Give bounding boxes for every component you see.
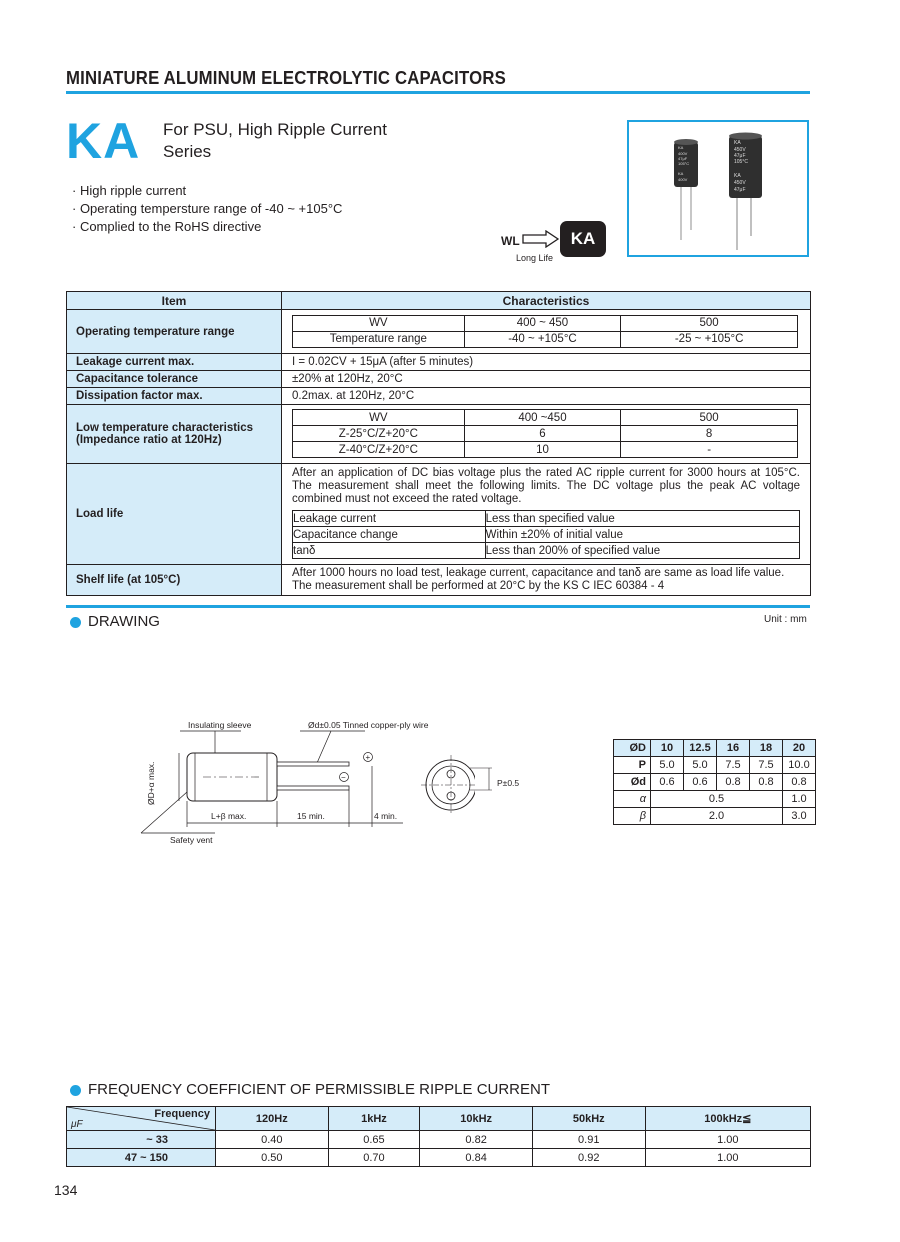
cell: 0.8 (750, 774, 783, 791)
cell: -25 ~ +105°C (621, 331, 798, 347)
cap-marking: 47μF (678, 156, 688, 161)
cell: - (621, 442, 798, 458)
cell: Capacitance change (293, 527, 486, 543)
section-rule (66, 605, 810, 608)
row-label: (Impedance ratio at 120Hz) (76, 434, 222, 446)
cell: 0.84 (420, 1149, 533, 1167)
cell: 1.0 (783, 791, 816, 808)
cell: Less than 200% of specified value (485, 543, 799, 559)
cell: 0.50 (216, 1149, 329, 1167)
safety-vent-label: Safety vent (170, 835, 213, 845)
frequency-title: FREQUENCY COEFFICIENT OF PERMISSIBLE RIPPLE CURRENT (88, 1081, 551, 1098)
cell: 12.5 (684, 740, 717, 757)
row-label: 47 ~ 150 (67, 1149, 216, 1167)
row-label: Dissipation factor max. (67, 388, 282, 405)
drawing-title: DRAWING (88, 613, 160, 630)
cap-marking: 450V (734, 147, 746, 153)
cell: Z-25°C/Z+20°C (293, 426, 465, 442)
product-photo (627, 120, 809, 257)
cell: α (614, 791, 651, 808)
shelf-life-text: The measurement shall be performed at 20°C by the KS C IEC 60384 - 4 (292, 580, 665, 592)
cell: 0.8 (717, 774, 750, 791)
cell: 400 ~450 (464, 410, 621, 426)
table-header: Item (67, 292, 282, 310)
row-label: Operating temperature range (67, 310, 282, 354)
pitch-dimension (470, 764, 530, 806)
shelf-life-text: After 1000 hours no load test, leakage current, capacitance and tanδ are same as load life value. (292, 567, 785, 579)
sleeve-label: Insulating sleeve (188, 720, 252, 730)
cell: 0.8 (783, 774, 816, 791)
cap-marking: 450V (734, 180, 746, 186)
cell: Ød (614, 774, 651, 791)
cap-marking: 47μF (734, 153, 746, 159)
title-rule (66, 91, 810, 94)
freq-header: 50kHz (532, 1107, 645, 1131)
cell: 7.5 (717, 757, 750, 774)
page-title: MINIATURE ALUMINUM ELECTROLYTIC CAPACITORS (66, 68, 506, 88)
feature-item: · Complied to the RoHS directive (72, 219, 262, 234)
row-label: Low temperature characteristics (76, 422, 254, 434)
series-desc-line1: For PSU, High Ripple Current (163, 120, 387, 139)
series-code: KA (66, 113, 141, 169)
frequency-table (66, 1106, 811, 1167)
freq-header: 10kHz (420, 1107, 533, 1131)
cell: 0.70 (328, 1149, 420, 1167)
row-label: ~ 33 (67, 1131, 216, 1149)
capacitor-photo (629, 122, 807, 255)
cell: 3.0 (783, 808, 816, 825)
bullet-icon (70, 1085, 81, 1096)
low-temp-subtable (292, 409, 798, 458)
freq-header: 120Hz (216, 1107, 329, 1131)
corner-frequency: Frequency (154, 1108, 210, 1120)
cap-marking: 105°C (678, 161, 690, 166)
cell: Less than specified value (485, 511, 799, 527)
cell: 5.0 (651, 757, 684, 774)
length-label: L+β max. (211, 811, 247, 821)
cell: 10.0 (783, 757, 816, 774)
row-label: Shelf life (at 105°C) (67, 565, 282, 596)
row-label: Leakage current max. (67, 354, 282, 371)
cell: 0.91 (532, 1131, 645, 1149)
cell: Leakage current (293, 511, 486, 527)
cell: -40 ~ +105°C (464, 331, 621, 347)
diameter-label: ØD+α max. (146, 761, 156, 805)
table-header: Characteristics (282, 292, 811, 310)
minus-sign: − (341, 773, 346, 782)
cell: Temperature range (293, 331, 465, 347)
feature-item: · Operating tempersture range of -40 ~ +105°C (72, 201, 343, 216)
wl-label: WL (501, 234, 520, 248)
freq-header: 100kHz≦ (645, 1107, 810, 1131)
load-life-subtable (292, 510, 800, 559)
characteristics-table (66, 291, 811, 596)
cell: β (614, 808, 651, 825)
cell: 0.6 (651, 774, 684, 791)
page-number: 134 (54, 1182, 78, 1198)
plus-sign: + (365, 753, 371, 762)
cell: 5.0 (684, 757, 717, 774)
cell: 0.65 (328, 1131, 420, 1149)
cell: 7.5 (750, 757, 783, 774)
operating-temp-subtable (292, 315, 798, 348)
cell: 8 (621, 426, 798, 442)
cell: 0.92 (532, 1149, 645, 1167)
dimension-drawing (135, 715, 475, 855)
cap-marking: 400V (678, 151, 688, 156)
cell: WV (293, 315, 465, 331)
corner-uf: μF (71, 1119, 83, 1130)
cap-marking: 400V (678, 177, 688, 182)
row-label: Load life (67, 464, 282, 565)
cell: 1.00 (645, 1131, 810, 1149)
cap-marking: 105°C (734, 159, 748, 165)
cell: 0.82 (420, 1131, 533, 1149)
cell: ØD (614, 740, 651, 757)
cell: 0.6 (684, 774, 717, 791)
wire-label: Ød±0.05 Tinned copper-ply wire (308, 720, 429, 730)
bullet-icon (70, 617, 81, 628)
leakage-value: I = 0.02CV + 15μA (after 5 minutes) (282, 354, 811, 371)
long-life-label: Long Life (516, 253, 554, 263)
arrow-right-icon (522, 230, 560, 248)
feature-item: · High ripple current (72, 183, 187, 198)
cell: 0.40 (216, 1131, 329, 1149)
cell: Z-40°C/Z+20°C (293, 442, 465, 458)
cell: 10 (464, 442, 621, 458)
lead-length-label: 15 min. (297, 811, 325, 821)
cap-marking: KA (734, 140, 741, 146)
cell: 10 (651, 740, 684, 757)
dimension-table (613, 739, 816, 825)
cell: 0.5 (651, 791, 783, 808)
cell: Within ±20% of initial value (485, 527, 799, 543)
cell: 18 (750, 740, 783, 757)
cap-marking: KA (678, 145, 684, 150)
cell: WV (293, 410, 465, 426)
cell: 1.00 (645, 1149, 810, 1167)
cell: 16 (717, 740, 750, 757)
row-label: Capacitance tolerance (67, 371, 282, 388)
cell: 2.0 (651, 808, 783, 825)
tail-length-label: 4 min. (374, 811, 398, 821)
series-description (163, 119, 423, 163)
cell: 500 (621, 410, 798, 426)
cap-tolerance-value: ±20% at 120Hz, 20°C (282, 371, 811, 388)
cap-marking: 47μF (734, 187, 746, 193)
cell: tanδ (293, 543, 486, 559)
corner-cell (67, 1107, 216, 1131)
series-desc-line2: Series (163, 142, 212, 161)
cap-marking: KA (734, 173, 741, 179)
dissipation-value: 0.2max. at 120Hz, 20°C (282, 388, 811, 405)
series-badge: KA (560, 221, 606, 257)
cap-marking: KA (678, 171, 684, 176)
cell: 400 ~ 450 (464, 315, 621, 331)
cell: 6 (464, 426, 621, 442)
cell: P (614, 757, 651, 774)
unit-label: Unit : mm (764, 614, 807, 625)
freq-header: 1kHz (328, 1107, 420, 1131)
cell: 500 (621, 315, 798, 331)
cell: 20 (783, 740, 816, 757)
pitch-label: P±0.5 (497, 778, 520, 788)
load-life-text: After an application of DC bias voltage plus the rated AC ripple current for 3000 hours at 105°C. The measurement shall meet the following limits. The DC voltage plus the peak AC voltage combined must not exceed the rated voltage. (292, 467, 800, 505)
